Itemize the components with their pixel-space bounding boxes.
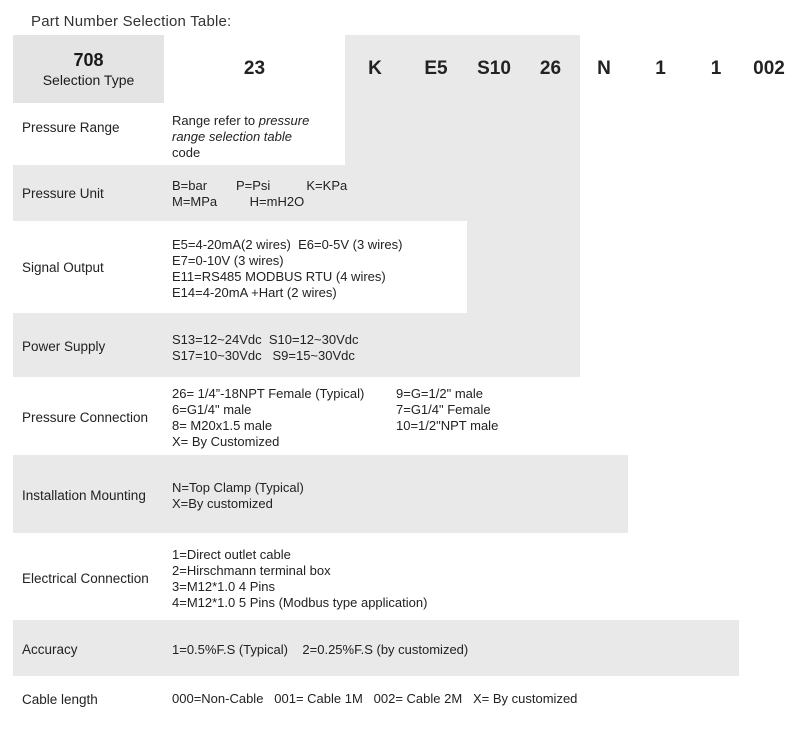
signal-output-line: E7=0-10V (3 wires): [172, 253, 284, 268]
signal-output-line: E5=4-20mA(2 wires) E6=0-5V (3 wires): [172, 237, 403, 252]
desc-pressure-connection-right: [396, 386, 498, 434]
electrical-connection-line: 4=M12*1.0 5 Pins (Modbus type application): [172, 595, 428, 610]
pressure-range-text-a: Range refer to: [172, 113, 259, 128]
pressure-connection-line: 6=G1/4" male: [172, 402, 252, 417]
code-accuracy: 1: [710, 58, 722, 79]
selection-type-number: 708: [73, 50, 104, 70]
pressure-connection-line: 7=G1/4" Female: [396, 402, 491, 417]
desc-electrical-connection: [172, 547, 427, 611]
label-signal-output: Signal Output: [22, 260, 104, 275]
electrical-connection-line: 3=M12*1.0 4 Pins: [172, 579, 275, 594]
desc-pressure-unit: [172, 178, 347, 210]
selection-type-label: Selection Type: [42, 72, 135, 88]
label-accuracy: Accuracy: [22, 642, 78, 657]
installation-mounting-line: N=Top Clamp (Typical): [172, 480, 304, 495]
electrical-connection-line: 2=Hirschmann terminal box: [172, 563, 331, 578]
accuracy-line: 1=0.5%F.S (Typical) 2=0.25%F.S (by customized): [172, 642, 469, 657]
code-installation-mounting: N: [597, 58, 611, 79]
desc-pressure-connection-left: [172, 386, 364, 450]
signal-output-line: E14=4-20mA +Hart (2 wires): [172, 285, 337, 300]
label-power-supply: Power Supply: [22, 339, 106, 354]
label-pressure-unit: Pressure Unit: [22, 186, 104, 201]
pressure-connection-line: 9=G=1/2" male: [396, 386, 484, 401]
code-pressure-range: 23: [243, 58, 266, 79]
desc-installation-mounting: [172, 480, 304, 512]
power-supply-line: S13=12~24Vdc S10=12~30Vdc: [172, 332, 359, 347]
code-power-supply: S10: [477, 58, 511, 79]
label-installation-mounting: Installation Mounting: [22, 488, 146, 503]
pressure-range-text-c: range selection table: [172, 129, 292, 144]
pressure-connection-line: X= By Customized: [172, 434, 280, 449]
pressure-connection-line: 8= M20x1.5 male: [172, 418, 273, 433]
label-pressure-range: Pressure Range: [22, 120, 120, 135]
cable-length-line: 000=Non-Cable 001= Cable 1M 002= Cable 2M X= By customized: [172, 691, 578, 706]
code-cable-length: 002: [753, 58, 785, 79]
pressure-range-text-d: code: [172, 145, 201, 160]
desc-pressure-range: [172, 113, 309, 161]
pressure-range-text-b: pressure: [258, 113, 310, 128]
label-pressure-connection: Pressure Connection: [22, 410, 149, 425]
selection-type-header: [13, 35, 164, 103]
code-pressure-connection: 26: [539, 58, 562, 79]
pressure-connection-line: 10=1/2"NPT male: [396, 418, 499, 433]
power-supply-line: S17=10~30Vdc S9=15~30Vdc: [172, 348, 355, 363]
code-pressure-unit: K: [368, 58, 382, 79]
desc-signal-output: [172, 237, 402, 301]
label-cable-length: Cable length: [22, 692, 98, 707]
code-electrical-connection: 1: [655, 58, 666, 79]
pressure-unit-line: B=bar P=Psi K=KPa: [172, 178, 348, 193]
code-signal-output: E5: [424, 58, 448, 79]
electrical-connection-line: 1=Direct outlet cable: [172, 547, 291, 562]
pressure-connection-line: 26= 1/4”-18NPT Female (Typical): [172, 386, 365, 401]
desc-accuracy: [172, 642, 468, 658]
table-title: Part Number Selection Table:: [31, 13, 232, 30]
installation-mounting-line: X=By customized: [172, 496, 273, 511]
label-electrical-connection: Electrical Connection: [22, 571, 149, 586]
pressure-unit-line: M=MPa H=mH2O: [172, 194, 305, 209]
desc-cable-length: [172, 691, 577, 707]
signal-output-line: E11=RS485 MODBUS RTU (4 wires): [172, 269, 386, 284]
desc-power-supply: [172, 332, 359, 364]
